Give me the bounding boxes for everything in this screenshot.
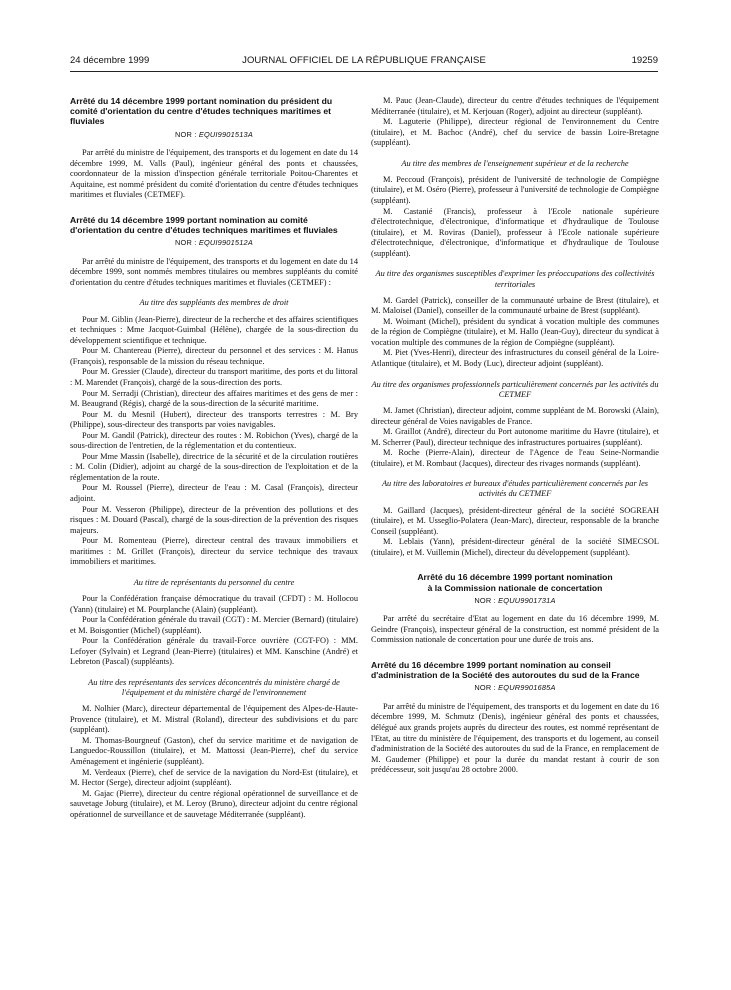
member-paragraph: Pour la Confédération générale du travail-Force ouvrière (CGT-FO) : MM. Lefoyer (Sylvain) et Legrand (Jean-Pierre) (titulaires) et MM. Kanschine (André) et Lebreton (Pascal) (suppléants). — [70, 636, 358, 667]
section-heading: Au titre des laboratoires et bureaux d'études particulièrement concernés par les activités du CETMEF — [381, 479, 649, 499]
page-header — [70, 55, 658, 69]
member-paragraph: Pour Mme Massin (Isabelle), directrice de la sécurité et de la circulation routières : M. Colin (Didier), adjoint au chargé de la sous-direction de l'exploitation et de la réglementation de la route. — [70, 451, 358, 482]
member-paragraph: M. Gajac (Pierre), directeur du centre régional opérationnel de surveillance et de sauvetage Joburg (titulaire), et M. Leroy (Bruno), directeur adjoint du centre régional opérationnel de surveillance et de sauvetage Méditerranée (suppléant). — [70, 788, 358, 819]
nor-code: EQUI9901513A — [198, 129, 253, 139]
member-paragraph: Pour M. Romenteau (Pierre), directeur central des travaux immobiliers et maritimes : M. Grillet (François), directeur du service technique des travaux immobiliers et maritimes. — [70, 536, 358, 567]
arrete-title-line1: Arrêté du 16 décembre 1999 portant nomination — [417, 572, 613, 583]
member-paragraph: M. Woimant (Michel), président du syndicat à vocation multiple des communes de la région de Compiègne (titulaire), et M. Hallo (Jean-Guy), directeur du syndicat à vocation multiple des communes de la région de Compiègne (suppléant). — [371, 316, 659, 347]
section-heading: Au titre de représentants du personnel du centre — [133, 577, 295, 587]
member-paragraph: Pour M. Gressier (Claude), directeur du transport maritime, des ports et du littoral : M. Marendet (François), chargé de la sous-direction des ports. — [70, 367, 358, 387]
nor-label: NOR : — [474, 595, 496, 605]
member-paragraph: M. Thomas-Bourgneuf (Gaston), chef du service maritime et de navigation de Languedoc-Roussillon (titulaire), et M. Mattossi (Jean-Pierre), chef du service Aménagement et ingénierie (suppléant). — [70, 735, 358, 766]
section-heading: Au titre des représentants des services déconcentrés du ministère chargé de l'équipement et du ministère chargé de l'environnement — [88, 677, 340, 698]
section-heading: Au titre des organismes professionnels particulièrement concernés par les activités du CETMEF — [371, 379, 659, 399]
nor-reference — [70, 130, 358, 141]
arrete-body: Par arrêté du ministre de l'équipement, des transports et du logement en date du 16 décembre 1999, M. Schmutz (Denis), ingénieur général des ponts et chaussées, délégué aux grands projets auprès du directeur des routes, est nommé représentant de l'Etat, au titre du ministère de l'équipement, des transports et du logement, au conseil d'administration de la Société des autoroutes du sud de la France, en remplacement de M. Gaudemer (Philippe) et pour la durée du mandat restant à courir de son prédécesseur, soit jusqu'au 28 octobre 2000. — [371, 701, 659, 775]
member-paragraph: Pour M. Vesseron (Philippe), directeur de la prévention des pollutions et des risques : M. Douard (Pascal), chargé de la sous-direction de la prévention des risques majeurs. — [70, 504, 358, 535]
member-paragraph: M. Gardel (Patrick), conseiller de la communauté urbaine de Brest (titulaire), et M. Maloisel (Daniel), conseiller de la communauté urbaine de Brest (suppléant). — [371, 295, 659, 316]
right-column — [371, 96, 659, 776]
section-heading: Au titre des organismes susceptibles d'exprimer les préoccupations des collectivités territoriales — [375, 269, 655, 289]
left-column — [70, 96, 358, 820]
nor-code: EQUR9901685A — [498, 683, 556, 693]
member-paragraph: M. Castanié (Francis), professeur à l'Ecole nationale supérieure d'électrotechnique, d'électronique, d'informatique et d'hydraulique de Toulouse (titulaire), et M. Roviras (Daniel), professeur à l'Ecole nationale supérieure d'électrotechnique, d'électronique, d'informatique et d'hydraulique de Toulouse (suppléant). — [371, 206, 659, 258]
member-paragraph: M. Jamet (Christian), directeur adjoint, comme suppléant de M. Borowski (Alain), directeur général de Voies navigables de France. — [371, 405, 659, 426]
header-date: 24 décembre 1999 — [70, 55, 150, 66]
nor-code: EQUI9901512A — [198, 238, 253, 248]
section-heading: Au titre des membres de l'enseignement supérieur et de la recherche — [401, 158, 629, 168]
nor-label: NOR : — [175, 238, 197, 248]
member-paragraph: Pour la Confédération française démocratique du travail (CFDT) : M. Hollocou (Yann) (titulaire) et M. Pourplanche (Alain) (suppléant). — [70, 594, 358, 614]
member-paragraph: Pour M. Roussel (Pierre), directeur de l'eau : M. Casal (François), directeur adjoint. — [70, 483, 358, 503]
nor-code: EQUU9901731A — [498, 595, 556, 605]
nor-reference — [371, 596, 659, 607]
member-paragraph: M. Pauc (Jean-Claude), directeur du centre d'études techniques de l'équipement Méditerranée (titulaire), et M. Kerjouan (Roger), adjoint au directeur (suppléant). — [371, 96, 659, 116]
arrete-title-line2: à la Commission nationale de concertation — [427, 582, 603, 593]
arrete-president-cetmef — [70, 96, 358, 201]
arrete-comite-cetmef — [70, 215, 358, 820]
arrete-body: Par arrêté du ministre de l'équipement, des transports et du logement en date du 14 décembre 1999, M. Valls (Paul), ingénieur général des ponts et chaussées, coordonnateur de la mission d'inspection générale territoriale Poitou-Charentes et Aquitaine, est nommé président du comité d'orientation du centre d'études techniques maritimes et fluviales (CETMEF). — [70, 148, 358, 200]
nor-label: NOR : — [474, 683, 496, 693]
member-paragraph: Pour M. Chantereau (Pierre), directeur du personnel et des services : M. Hanus (François), responsable de la mission du réseau technique. — [70, 346, 358, 366]
member-paragraph: M. Graillot (André), directeur du Port autonome maritime du Havre (titulaire), et M. Scherrer (Paul), directeur technique des infrastructures portuaires (suppléant). — [371, 427, 659, 447]
member-paragraph: Pour la Confédération générale du travail (CGT) : M. Mercier (Bernard) (titulaire) et M. Boisgontier (Michel) (suppléant). — [70, 615, 358, 635]
nor-label: NOR : — [175, 129, 197, 139]
member-paragraph: M. Verdeaux (Pierre), chef de service de la navigation du Nord-Est (titulaire), et M. Hector (Serge), directeur adjoint (suppléant). — [70, 767, 358, 788]
nor-reference — [70, 238, 358, 249]
member-paragraph: M. Leblais (Yann), président-directeur général de la société SIMECSOL (titulaire), et M. Vuillemin (Michel), directeur du développement (suppléant). — [371, 537, 659, 557]
section-heading: Au titre des suppléants des membres de droit — [139, 298, 289, 308]
member-paragraph: M. Nolhier (Marc), directeur départemental de l'équipement des Alpes-de-Haute-Provence (titulaire), et M. Mistral (Roland), directeur des subdivisions et du parc (suppléant). — [70, 704, 358, 735]
arrete-body: Par arrêté du ministre de l'équipement, des transports et du logement en date du 14 décembre 1999, sont nommés membres titulaires ou membres suppléants du comité d'orientation du centre d'études techniques maritimes et fluviales (CETMEF) : — [70, 256, 358, 287]
member-paragraph: M. Roche (Pierre-Alain), directeur de l'Agence de l'eau Seine-Normandie (titulaire), et M. Rombaut (Jacques), directeur des rivages normands (suppléant). — [371, 448, 659, 468]
member-paragraph: Pour M. Gandil (Patrick), directeur des routes : M. Robichon (Yves), chargé de la sous-direction de l'entretien, de la réglementation et du contentieux. — [70, 430, 358, 451]
member-paragraph: Pour M. du Mesnil (Hubert), directeur des transports terrestres : M. Bry (Philippe), sous-directeur des transports par voies navigables. — [70, 409, 358, 430]
member-paragraph: M. Gaillard (Jacques), président-directeur général de la société SOGREAH (titulaire), et M. Usseglio-Polatera (Jean-Marc), directeur, responsable de la branche Conseil (suppléant). — [371, 505, 659, 536]
arrete-title: Arrêté du 14 décembre 1999 portant nomination du président du comité d'orientation du centre d'études techniques maritimes et fluviales — [70, 96, 333, 127]
arrete-title: Arrêté du 14 décembre 1999 portant nomination au comité d'orientation du centre d'études techniques maritimes et fluviales — [70, 214, 338, 236]
member-paragraph: Pour M. Serradji (Christian), directeur des affaires maritimes et des gens de mer : M. Beaugrand (Régis), chargé de la sous-direction de la sécurité maritime. — [70, 388, 358, 409]
arrete-body: Par arrêté du secrétaire d'Etat au logement en date du 16 décembre 1999, M. Geindre (François), inspecteur général de la construction, est nommé président de la Commission nationale de concertation pour une durée de trois ans. — [371, 614, 659, 645]
arrete-commission-concertation — [371, 572, 659, 646]
journal-title: JOURNAL OFFICIEL DE LA RÉPUBLIQUE FRANÇAISE — [242, 55, 486, 66]
member-paragraph: M. Piet (Yves-Henri), directeur des infrastructures du conseil général de la Loire-Atlantique (titulaire), et M. Body (Luc), directeur adjoint (suppléant). — [371, 348, 659, 368]
page-number: 19259 — [631, 55, 658, 66]
member-paragraph: M. Peccoud (François), président de l'université de technologie de Compiègne (titulaire), et M. Oséro (Pierre), professeur à l'université de technologie de Compiègne (suppléant). — [371, 174, 659, 206]
arrete-autoroutes-sud-france — [371, 660, 659, 776]
header-rule — [70, 71, 658, 72]
nor-reference — [371, 683, 659, 694]
member-paragraph: Pour M. Giblin (Jean-Pierre), directeur de la recherche et des affaires scientifiques et techniques : Mme Jacquot-Guimbal (Hélène), chargée de la sous-direction du développement scientifique et technique. — [70, 314, 358, 345]
member-paragraph: M. Laguterie (Philippe), directeur régional de l'environnement du Centre (titulaire), et M. Bachoc (André), chef du service de bassin Loire-Bretagne (suppléant). — [371, 117, 659, 148]
arrete-title: Arrêté du 16 décembre 1999 portant nomination au conseil d'administration de la Société des autoroutes du sud de la France — [371, 659, 640, 681]
